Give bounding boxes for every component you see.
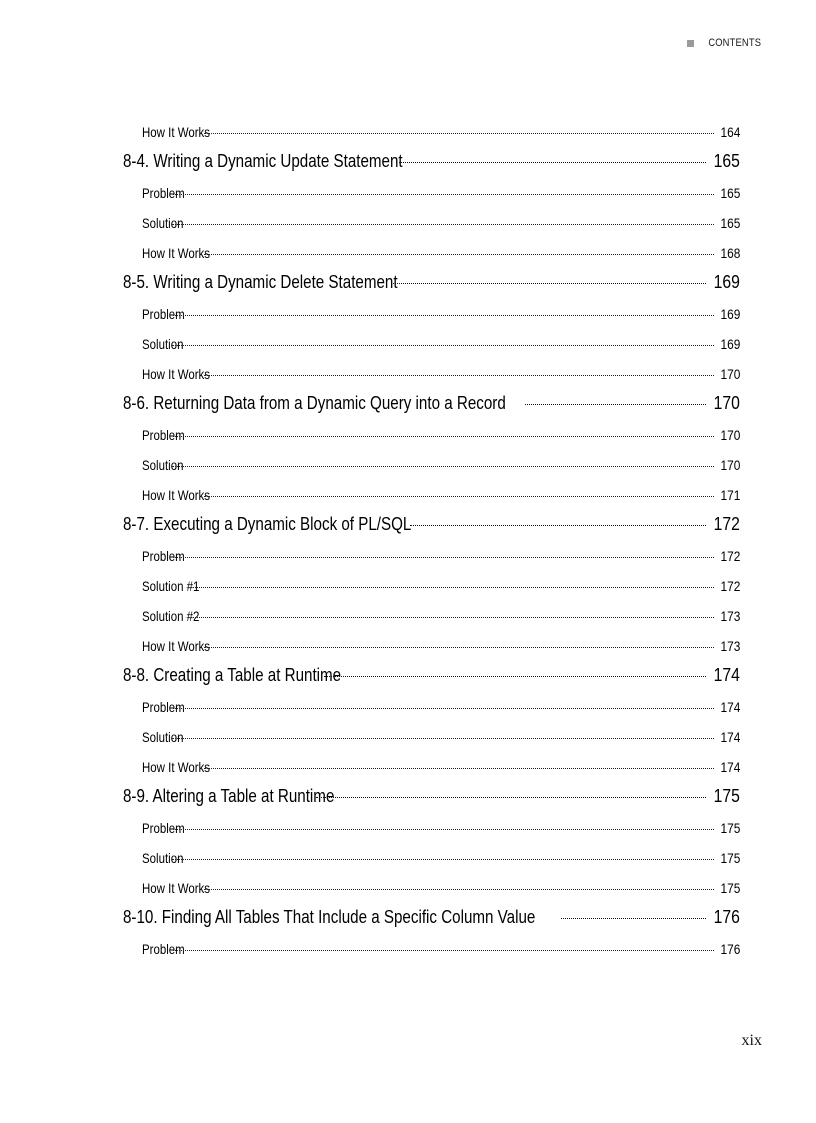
dot-leader — [173, 436, 713, 437]
toc-entry-label: 8-8. Creating a Table at Runtime — [123, 664, 342, 685]
dot-leader — [191, 587, 713, 588]
dot-leader — [204, 133, 714, 134]
toc-entry-page-number: 170 — [720, 427, 740, 443]
toc-entry-page-number: 169 — [720, 306, 740, 322]
dot-leader — [393, 283, 706, 284]
toc-entry-page-number: 172 — [713, 513, 740, 534]
dot-leader — [173, 829, 713, 830]
toc-entry-label: How It Works — [142, 638, 211, 654]
toc-entry-label: Solution — [142, 457, 184, 473]
toc-subsection-entry[interactable] — [0, 602, 816, 632]
toc-entry-page-number: 171 — [720, 487, 740, 503]
toc-subsection-entry[interactable] — [0, 300, 816, 330]
toc-entry-label: How It Works — [142, 880, 211, 896]
dot-leader — [324, 676, 706, 677]
toc-entry-label: Problem — [142, 306, 185, 322]
toc-entry-page-number: 173 — [720, 608, 740, 624]
dot-leader — [191, 617, 713, 618]
toc-entry-page-number: 172 — [720, 578, 740, 594]
toc-subsection-entry[interactable] — [0, 209, 816, 239]
toc-entry-label: How It Works — [142, 759, 211, 775]
dot-leader — [172, 738, 714, 739]
toc-entry-page-number: 165 — [720, 215, 740, 231]
toc-entry-page-number: 170 — [720, 366, 740, 382]
toc-entry-page-number: 175 — [720, 850, 740, 866]
toc-subsection-entry[interactable] — [0, 935, 816, 965]
toc-subsection-entry[interactable] — [0, 723, 816, 753]
toc-subsection-entry[interactable] — [0, 118, 816, 148]
dot-leader — [204, 254, 714, 255]
toc-entry-label: 8-10. Finding All Tables That Include a Specific Column Value — [123, 906, 536, 927]
toc-entry-page-number: 170 — [713, 392, 740, 413]
toc-entry-label: 8-4. Writing a Dynamic Update Statement — [123, 150, 403, 171]
page-number: xix — [741, 1032, 762, 1049]
toc-section-entry[interactable] — [0, 511, 816, 542]
toc-entry-page-number: 175 — [720, 880, 740, 896]
toc-section-entry[interactable] — [0, 783, 816, 814]
dot-leader — [173, 950, 713, 951]
toc-entry-label: Solution — [142, 850, 184, 866]
toc-entry-label: 8-9. Altering a Table at Runtime — [123, 785, 335, 806]
toc-subsection-entry[interactable] — [0, 179, 816, 209]
dot-leader — [173, 315, 713, 316]
toc-subsection-entry[interactable] — [0, 542, 816, 572]
toc-entry-label: 8-7. Executing a Dynamic Block of PL/SQL — [123, 513, 412, 534]
toc-subsection-entry[interactable] — [0, 874, 816, 904]
toc-entry-page-number: 175 — [713, 785, 740, 806]
running-header — [687, 37, 761, 49]
toc-entry-label: Solution #2 — [142, 608, 200, 624]
toc-entry-label: How It Works — [142, 124, 211, 140]
toc-entry-page-number: 174 — [720, 699, 740, 715]
dot-leader — [204, 768, 714, 769]
toc-entry-label: Solution — [142, 215, 184, 231]
toc-section-entry[interactable] — [0, 904, 816, 935]
toc-subsection-entry[interactable] — [0, 693, 816, 723]
dot-leader — [172, 224, 714, 225]
toc-subsection-entry[interactable] — [0, 481, 816, 511]
dot-leader — [173, 557, 713, 558]
toc-entry-label: Problem — [142, 820, 185, 836]
toc-entry-page-number: 176 — [713, 906, 740, 927]
toc-entry-label: Problem — [142, 941, 185, 957]
toc-subsection-entry[interactable] — [0, 632, 816, 662]
dot-leader — [561, 918, 706, 919]
dot-leader — [204, 889, 714, 890]
toc-subsection-entry[interactable] — [0, 421, 816, 451]
dot-leader — [173, 708, 713, 709]
dot-leader — [173, 194, 713, 195]
toc-entry-label: Problem — [142, 185, 185, 201]
toc-entry-page-number: 169 — [720, 336, 740, 352]
toc-entry-label: 8-6. Returning Data from a Dynamic Query into a Record — [123, 392, 506, 413]
toc-subsection-entry[interactable] — [0, 360, 816, 390]
toc-subsection-entry[interactable] — [0, 814, 816, 844]
toc-entry-page-number: 164 — [720, 124, 740, 140]
dot-leader — [172, 859, 714, 860]
toc-entry-label: Problem — [142, 699, 185, 715]
toc-entry-page-number: 165 — [720, 185, 740, 201]
toc-entry-label: Problem — [142, 427, 185, 443]
toc-entry-page-number: 175 — [720, 820, 740, 836]
toc-entry-page-number: 169 — [713, 271, 740, 292]
toc-entry-label: Problem — [142, 548, 185, 564]
running-header-title: CONTENTS — [708, 37, 761, 49]
toc-entry-label: How It Works — [142, 366, 211, 382]
toc-entry-label: How It Works — [142, 487, 211, 503]
header-square-icon — [687, 40, 694, 47]
toc-entry-label: Solution #1 — [142, 578, 200, 594]
toc-entry-page-number: 170 — [720, 457, 740, 473]
toc-subsection-entry[interactable] — [0, 330, 816, 360]
toc-subsection-entry[interactable] — [0, 753, 816, 783]
toc-section-entry[interactable] — [0, 148, 816, 179]
dot-leader — [525, 404, 706, 405]
toc-entry-page-number: 172 — [720, 548, 740, 564]
toc-section-entry[interactable] — [0, 269, 816, 300]
toc-entry-page-number: 176 — [720, 941, 740, 957]
dot-leader — [204, 647, 714, 648]
dot-leader — [410, 525, 706, 526]
dot-leader — [316, 797, 706, 798]
toc-entry-page-number: 174 — [720, 759, 740, 775]
toc-entry-label: Solution — [142, 729, 184, 745]
dot-leader — [204, 375, 714, 376]
toc-entry-page-number: 174 — [720, 729, 740, 745]
toc-entry-label: Solution — [142, 336, 184, 352]
toc-subsection-entry[interactable] — [0, 844, 816, 874]
toc-subsection-entry[interactable] — [0, 572, 816, 602]
toc-entry-page-number: 174 — [713, 664, 740, 685]
toc-entry-page-number: 168 — [720, 245, 740, 261]
toc-subsection-entry[interactable] — [0, 239, 816, 269]
toc-subsection-entry[interactable] — [0, 451, 816, 481]
table-of-contents — [0, 118, 816, 965]
toc-section-entry[interactable] — [0, 662, 816, 693]
dot-leader — [172, 345, 714, 346]
dot-leader — [172, 466, 714, 467]
dot-leader — [399, 162, 706, 163]
toc-entry-label: How It Works — [142, 245, 211, 261]
toc-entry-page-number: 173 — [720, 638, 740, 654]
toc-section-entry[interactable] — [0, 390, 816, 421]
toc-entry-label: 8-5. Writing a Dynamic Delete Statement — [123, 271, 398, 292]
dot-leader — [204, 496, 714, 497]
toc-entry-page-number: 165 — [713, 150, 740, 171]
